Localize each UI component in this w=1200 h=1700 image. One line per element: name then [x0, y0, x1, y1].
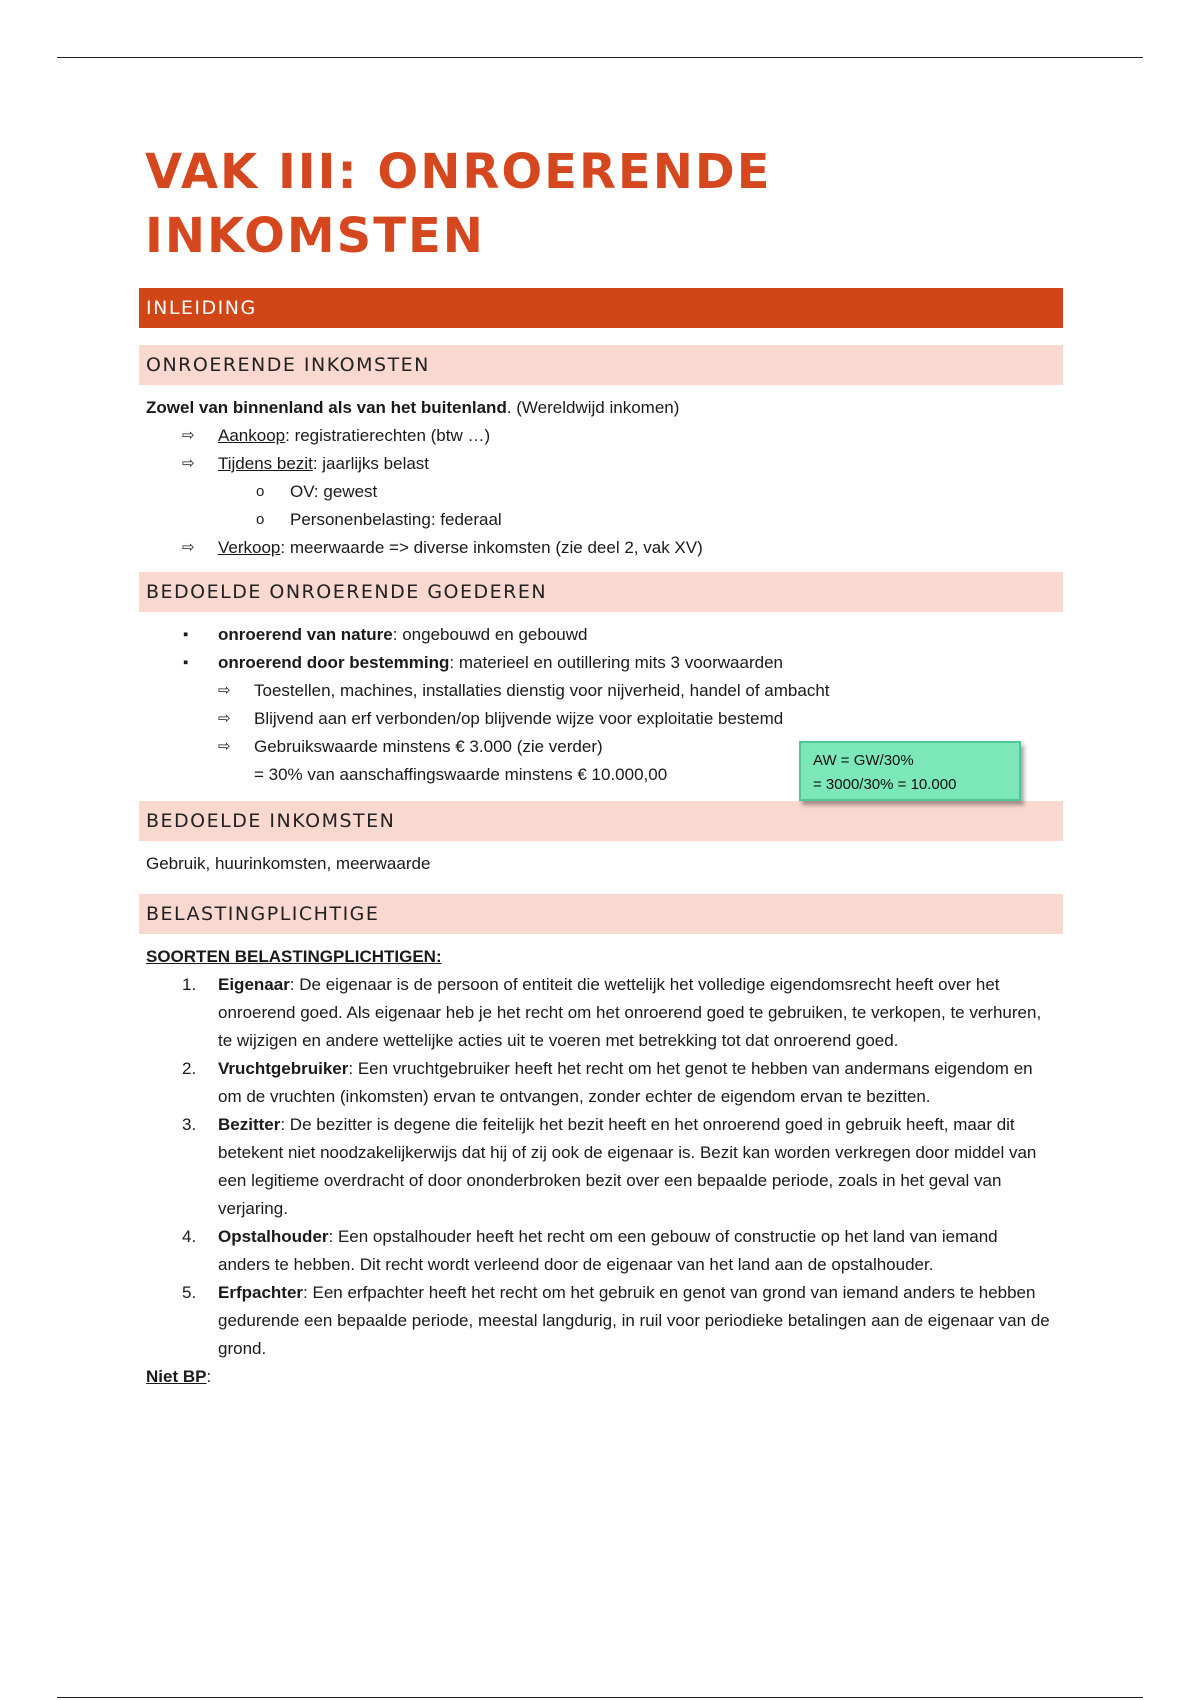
intro-paragraph: Zowel van binnenland als van het buitenland. (Wereldwijd inkomen)	[146, 398, 680, 417]
condition-item-3-continued: = 30% van aanschaffingswaarde minstens € 10.000,00	[254, 765, 668, 784]
bullet-item-bestemming: ▪ onroerend door bestemming: materieel en outillering mits 3 voorwaarden	[139, 649, 1063, 677]
footer-rule	[57, 1697, 1143, 1698]
circle-bullet-icon: o	[256, 483, 265, 500]
note-line-2: = 3000/30% = 10.000	[813, 776, 957, 793]
niet-bp-label: Niet BP:	[146, 1367, 212, 1386]
square-bullet-icon: ▪	[183, 626, 189, 643]
note-line-1: AW = GW/30%	[813, 752, 914, 769]
list-item: 4. Opstalhouder: Een opstalhouder heeft het recht om een gebouw of constructie op het land van iemand anders te hebben. Dit recht wordt verleend door de eigenaar van het land aan de opstalhouder.	[182, 1227, 998, 1274]
list-item-bezit: ⇨ Tijdens bezit: jaarlijks belast	[139, 450, 1063, 478]
square-bullet-icon: ▪	[183, 654, 189, 671]
soorten-label: SOORTEN BELASTINGPLICHTIGEN:	[146, 947, 442, 966]
header-rule	[57, 57, 1143, 58]
heading-belastingplichtige: BELASTINGPLICHTIGE	[139, 894, 1063, 934]
arrow-bullet-icon: ⇨	[182, 539, 195, 556]
formula-note-box	[799, 741, 1021, 801]
title-line-2: INKOMSTEN	[145, 208, 485, 264]
heading-bedoelde-goederen: BEDOELDE ONROERENDE GOEDEREN	[139, 572, 1063, 612]
condition-item-2: ⇨ Blijvend aan erf verbonden/op blijvende wijze voor exploitatie bestemd	[139, 705, 1063, 733]
arrow-bullet-icon: ⇨	[218, 682, 231, 699]
arrow-bullet-icon: ⇨	[218, 738, 231, 755]
list-item: 2. Vruchtgebruiker: Een vruchtgebruiker heeft het recht om het genot te hebben van andermans eigendom en om de vruchten (inkomsten) ervan te ontvangen, zonder echter de eigendom ervan te bezitten.	[182, 1059, 1033, 1106]
inkomsten-paragraph: Gebruik, huurinkomsten, meerwaarde	[146, 854, 431, 873]
sub-item-personenbelasting: o Personenbelasting: federaal	[139, 506, 1063, 534]
bullet-item-nature: ▪ onroerend van nature: ongebouwd en gebouwd	[139, 621, 1063, 649]
sub-item-ov: o OV: gewest	[139, 478, 1063, 506]
list-item: 1. Eigenaar: De eigenaar is de persoon of entiteit die wettelijk het volledige eigendomsrecht heeft over het onroerend goed. Als eigenaar heb je het recht om het onroerend goed te gebruiken, te verkopen, te verhuren, te wijzigen en andere wettelijke acties uit te voeren met betrekking tot dat onroerend goed.	[182, 975, 1042, 1050]
condition-item-3: ⇨ Gebruikswaarde minstens € 3.000 (zie verder)	[139, 733, 1063, 761]
arrow-bullet-icon: ⇨	[182, 455, 195, 472]
heading-onroerende-inkomsten: ONROERENDE INKOMSTEN	[139, 345, 1063, 385]
condition-item-1: ⇨ Toestellen, machines, installaties dienstig voor nijverheid, handel of ambacht	[139, 677, 1063, 705]
circle-bullet-icon: o	[256, 511, 265, 528]
arrow-bullet-icon: ⇨	[182, 427, 195, 444]
arrow-bullet-icon: ⇨	[218, 710, 231, 727]
heading-inleiding: INLEIDING	[139, 288, 1063, 328]
heading-bedoelde-inkomsten: BEDOELDE INKOMSTEN	[139, 801, 1063, 841]
list-item-verkoop: ⇨ Verkoop: meerwaarde => diverse inkomsten (zie deel 2, vak XV)	[139, 534, 1063, 562]
document-title	[145, 140, 1063, 268]
list-item: 3. Bezitter: De bezitter is degene die feitelijk het bezit heeft en het onroerend goed in gebruik heeft, maar dit betekent niet noodzakelijkerwijs dat hij of zij ook de eigenaar is. Bezit kan worden verkregen door middel van een legitieme overdracht of door ononderbroken bezit over een bepaalde periode, zoals in het geval van verjaring.	[182, 1115, 1037, 1218]
title-line-1: VAK III: ONROERENDE	[145, 144, 772, 200]
list-item: 5. Erfpachter: Een erfpachter heeft het recht om het gebruik en genot van grond van iemand anders te hebben gedurende een bepaalde periode, meestal langdurig, in ruil voor periodieke betalingen aan de eigenaar van de grond.	[182, 1283, 1050, 1358]
list-item-aankoop: ⇨ Aankoop: registratierechten (btw …)	[139, 422, 1063, 450]
